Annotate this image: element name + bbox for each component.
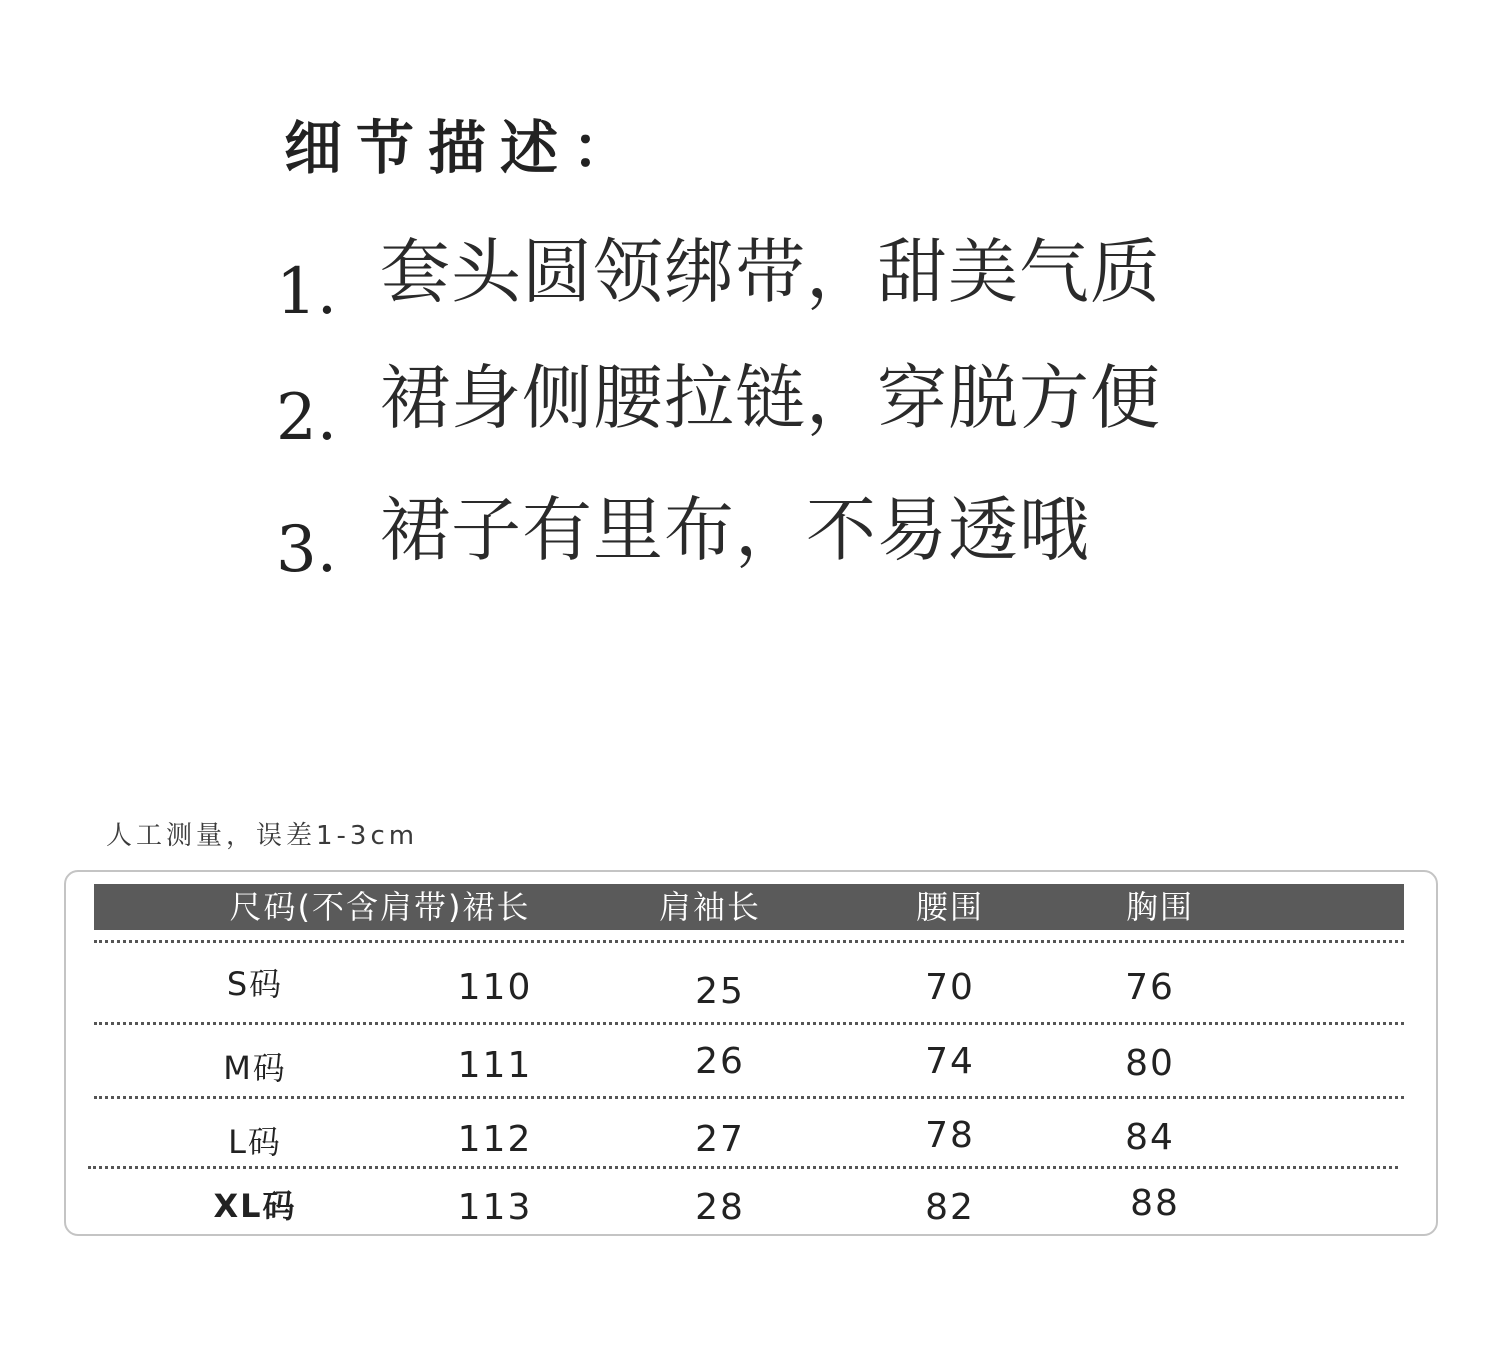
size-cell: L码 — [228, 1123, 282, 1161]
shoulder-sleeve-cell: 27 — [695, 1119, 745, 1160]
header-bust: 胸围 — [1125, 888, 1194, 926]
shoulder-sleeve-cell: 26 — [695, 1041, 745, 1082]
detail-item-number: 1. — [276, 255, 338, 329]
waist-cell: 74 — [925, 1041, 975, 1082]
bust-cell: 84 — [1125, 1117, 1175, 1158]
measurement-note: 人工测量，误差1-3cm — [106, 821, 419, 851]
row-divider — [94, 1096, 1404, 1099]
detail-item-number: 3. — [276, 513, 338, 587]
size-cell: S码 — [226, 965, 284, 1003]
detail-item-text: 裙子有里布，不易透哦 — [380, 489, 1090, 571]
detail-item-text: 裙身侧腰拉链，穿脱方便 — [380, 357, 1161, 439]
row-divider — [94, 1022, 1404, 1025]
length-cell: 110 — [457, 967, 533, 1008]
header-waist: 腰围 — [915, 888, 984, 926]
header-size-length: 尺码(不含肩带)裙长 — [229, 888, 531, 926]
waist-cell: 78 — [925, 1115, 975, 1156]
length-cell: 113 — [457, 1187, 533, 1228]
size-cell: XL码 — [213, 1187, 297, 1225]
bust-cell: 88 — [1130, 1183, 1180, 1224]
waist-cell: 82 — [925, 1187, 975, 1228]
detail-item-number: 2. — [276, 381, 338, 455]
bust-cell: 76 — [1125, 967, 1175, 1008]
row-divider — [94, 940, 1404, 943]
detail-item-text: 套头圆领绑带，甜美气质 — [380, 231, 1161, 313]
shoulder-sleeve-cell: 28 — [695, 1187, 745, 1228]
header-shoulder-sleeve: 肩袖长 — [658, 888, 761, 926]
length-cell: 112 — [457, 1119, 533, 1160]
bust-cell: 80 — [1125, 1043, 1175, 1084]
size-cell: M码 — [223, 1049, 287, 1087]
length-cell: 111 — [457, 1045, 533, 1086]
details-title: 细节描述： — [284, 114, 645, 182]
shoulder-sleeve-cell: 25 — [695, 971, 745, 1012]
waist-cell: 70 — [925, 967, 975, 1008]
